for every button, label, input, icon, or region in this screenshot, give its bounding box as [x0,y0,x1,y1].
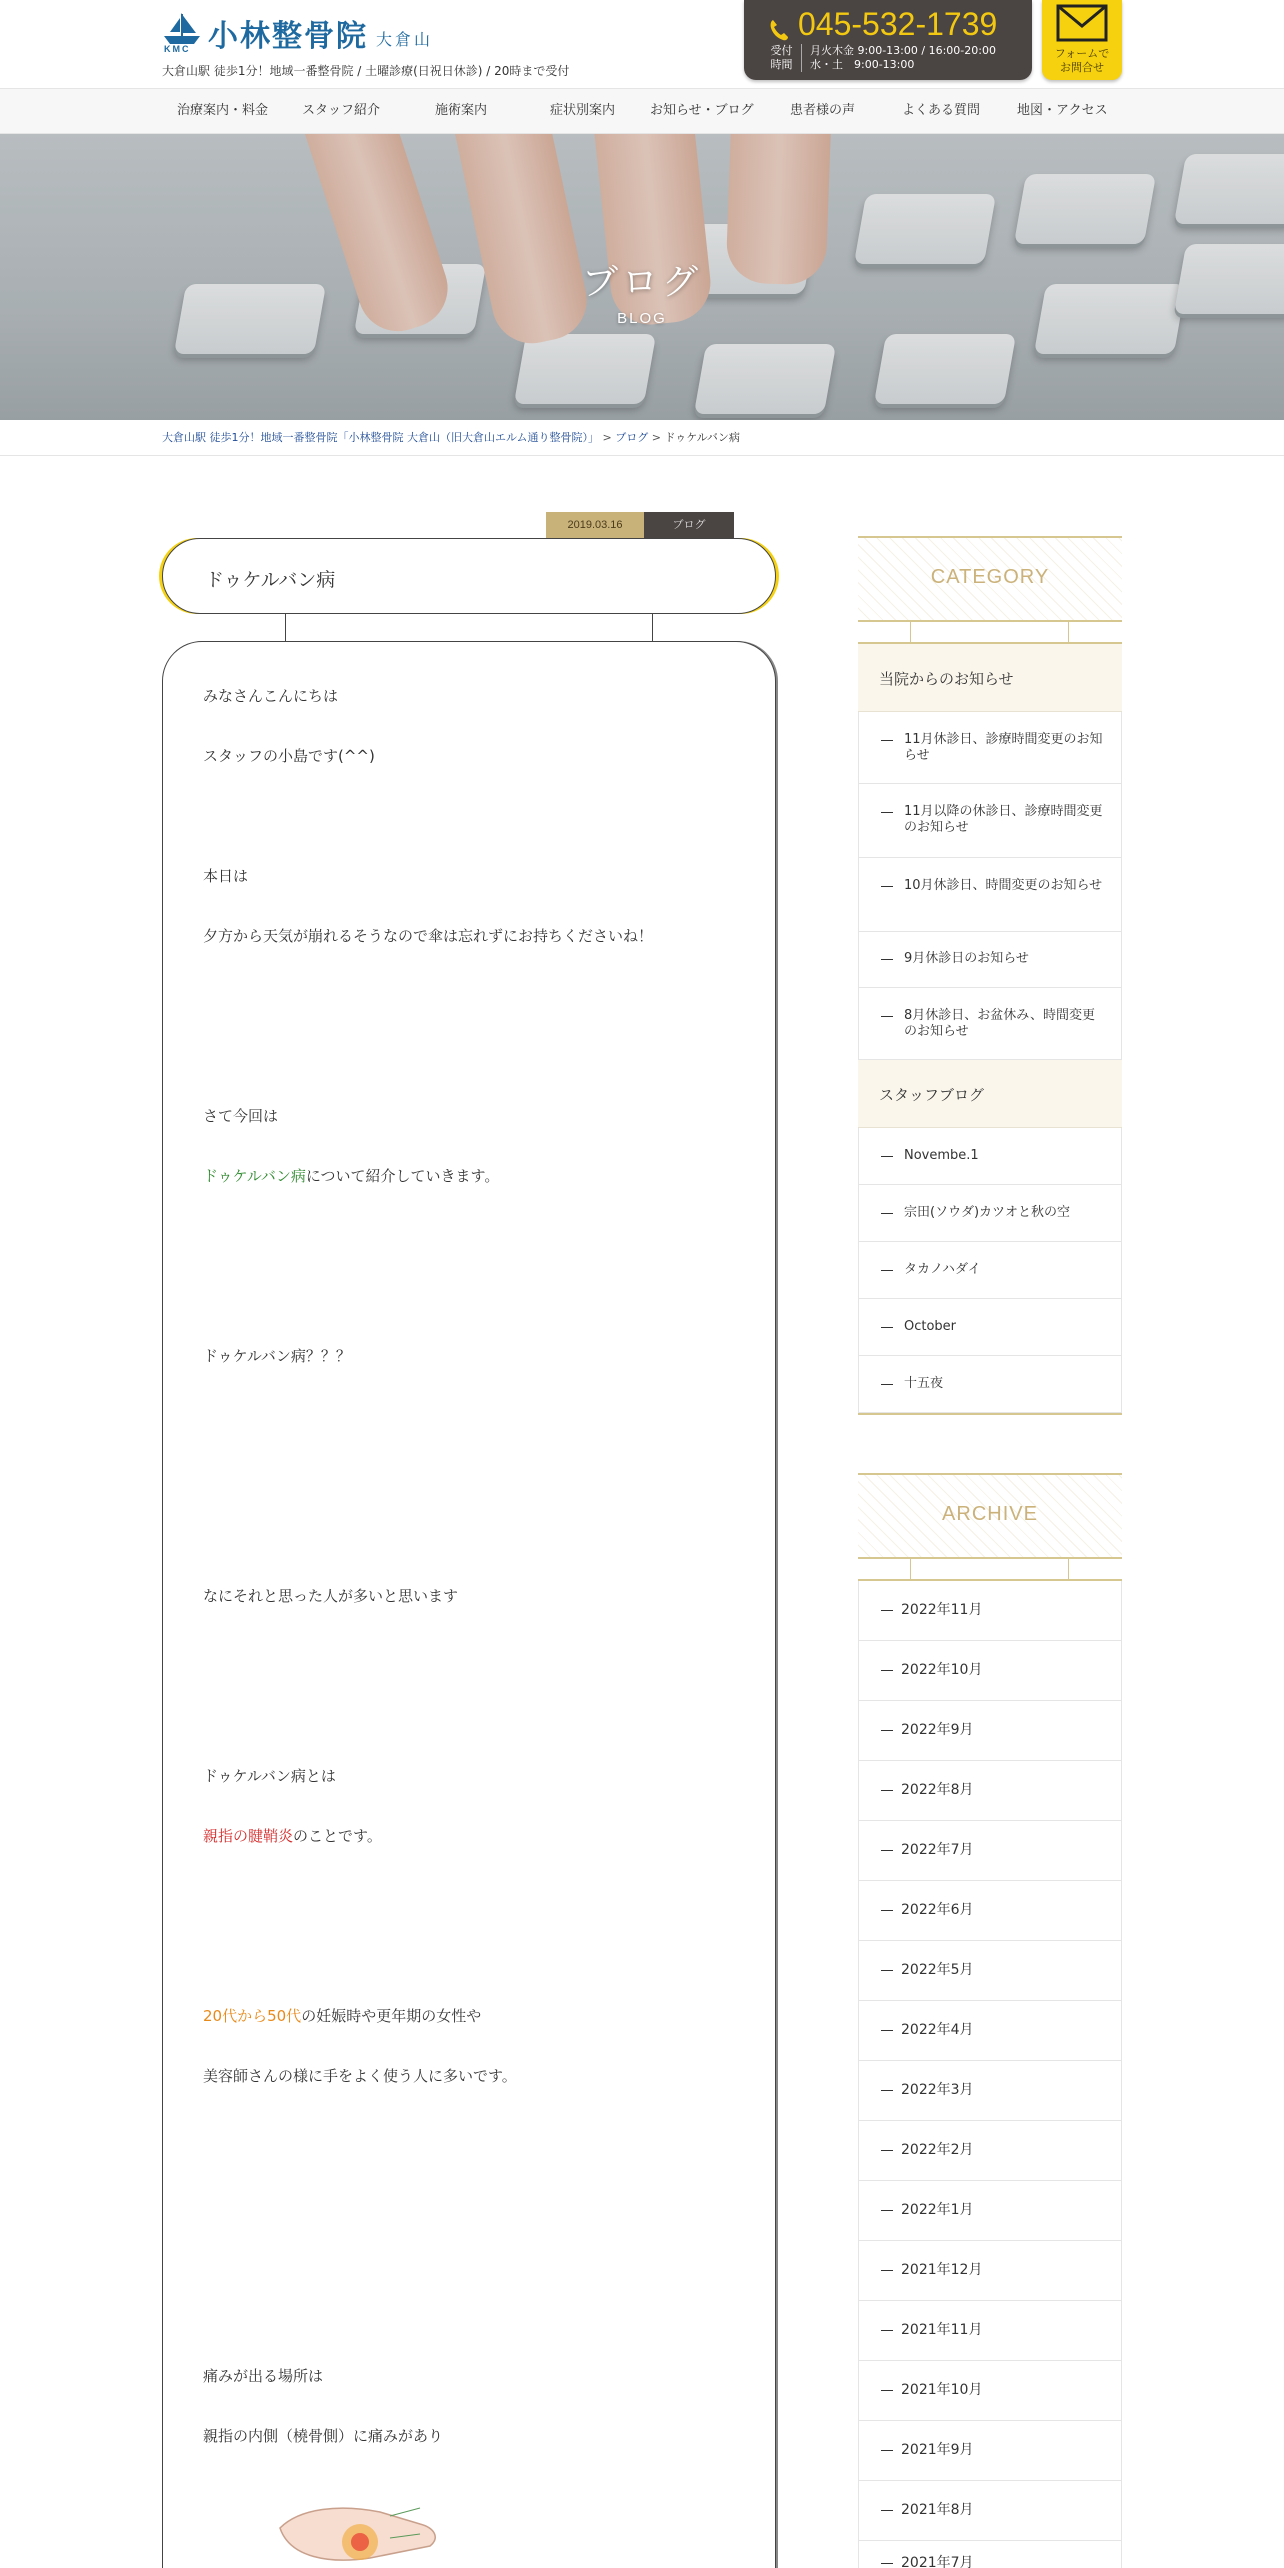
archive-link[interactable] [858,2301,1122,2361]
post-paragraph: 美容師さんの様に手をよく使う人に多いです。 [203,2067,517,2085]
dash-icon [881,886,893,887]
archive-link[interactable] [858,2421,1122,2481]
dash-icon [881,1670,893,1671]
nav-item-faq[interactable]: よくある質問 [902,103,981,118]
archive-link[interactable] [858,1581,1122,1641]
archive-link[interactable] [858,1881,1122,1941]
category-post-link[interactable] [858,858,1122,932]
post-link-text: 11月休診日、診療時間変更のお知らせ [904,732,1103,763]
paragraph-text: のことです。 [293,1827,382,1845]
category-post-link[interactable] [858,1356,1122,1413]
paragraph-text: について紹介していきます。 [305,1167,500,1185]
post-paragraph: 親指の内側（橈骨側）に痛みがあり [203,2427,444,2445]
logo-mark-text: KMC [164,44,191,54]
dash-icon [881,2030,893,2031]
breadcrumb-blog[interactable]: ブログ [615,431,649,444]
category-post-link[interactable] [858,932,1122,988]
category-post-link[interactable] [858,988,1122,1060]
ship-logo-icon [162,12,204,56]
dash-icon [881,1910,893,1911]
logo-sub: 大倉山 [376,30,434,49]
dash-icon [881,1790,893,1791]
archive-heading-box [858,1473,1122,1559]
post-date: 2019.03.16 [546,512,644,538]
archive-link-text: 2022年7月 [901,1842,974,1858]
nav-item-procedures[interactable]: 施術案内 [435,103,488,118]
dash-icon [881,2510,893,2511]
dash-icon [881,2090,893,2091]
mail-icon [1056,29,1108,46]
post-paragraph: 本日は [203,867,249,885]
post-paragraph: 痛みが出る場所は [203,2367,324,2385]
dash-icon [881,2210,893,2211]
site-tagline: 大倉山駅 徒歩1分！地域一番整骨院 / 土曜診療(日祝日休診) / 20時まで受付 [162,64,570,78]
dash-icon [881,1850,893,1851]
category-heading-box [858,536,1122,622]
nav-item-treatment[interactable]: 治療案内・料金 [177,103,269,118]
hours-line-1: 月火木金 9:00-13:00 / 16:00-20:00 [810,44,996,57]
nav-item-staff[interactable]: スタッフ紹介 [302,103,381,118]
category-heading: CATEGORY [930,566,1050,588]
archive-link-text: 2021年12月 [901,2262,983,2278]
post-paragraph: ドゥケルバン病とは [203,1767,336,1785]
post-paragraph [203,1825,382,1846]
mail-line-1: フォームで [1054,47,1110,60]
hours-line-2: 水・土 9:00-13:00 [810,58,915,71]
archive-link-text: 2022年2月 [901,2142,974,2158]
main-nav [0,88,1284,134]
post-title-box [162,538,776,614]
category-bottom-border [858,1413,1122,1415]
archive-heading-tabs [858,1559,1122,1581]
category-group[interactable] [858,644,1122,712]
breadcrumb [0,420,1284,456]
archive-link[interactable] [858,1821,1122,1881]
archive-link[interactable] [858,1941,1122,2001]
archive-link-text: 2021年10月 [901,2382,983,2398]
dash-icon [881,2330,893,2331]
nav-item-news-blog[interactable]: お知らせ・ブログ [650,103,754,118]
post-paragraph [203,2005,481,2026]
reception-hours [768,44,996,72]
contact-form-button[interactable] [1042,0,1122,80]
phone-number-text: 045-532-1739 [798,6,998,42]
paragraph-text: の妊娠時や更年期の女性や [301,2007,482,2025]
archive-link-text: 2021年9月 [901,2442,974,2458]
phone-icon [768,13,790,37]
archive-link[interactable] [858,2121,1122,2181]
archive-link[interactable] [858,2061,1122,2121]
post-link-text: 十五夜 [904,1376,944,1391]
archive-link[interactable] [858,2541,1122,2568]
archive-link-text: 2021年7月 [901,2555,974,2568]
site-logo[interactable] [162,12,433,56]
category-post-link[interactable] [858,784,1122,858]
archive-link-text: 2022年5月 [901,1962,974,1978]
archive-link-text: 2022年4月 [901,2022,974,2038]
archive-link[interactable] [858,2241,1122,2301]
archive-link[interactable] [858,2001,1122,2061]
dash-icon [881,2390,893,2391]
post-link-text: 宗田(ソウダ)カツオと秋の空 [904,1205,1071,1220]
category-post-link[interactable] [858,1128,1122,1185]
site-header [0,0,1284,88]
dash-icon [881,1156,893,1157]
dash-icon [881,1213,893,1214]
nav-item-symptoms[interactable]: 症状別案内 [550,103,616,118]
breadcrumb-separator: > [599,431,616,444]
archive-link-text: 2022年6月 [901,1902,974,1918]
archive-link-text: 2022年1月 [901,2202,974,2218]
breadcrumb-home[interactable]: 大倉山駅 徒歩1分！地域一番整骨院「小林整骨院 大倉山（旧大倉山エルム通り整骨院）」 [162,431,600,444]
archive-link[interactable] [858,1701,1122,1761]
dash-icon [881,1384,893,1385]
dash-icon [881,812,893,813]
hero-subtitle: BLOG [617,310,667,327]
post-link-text: 9月休診日のお知らせ [904,951,1029,966]
category-heading-tabs [858,622,1122,644]
post-paragraph: さて今回は [203,1107,279,1125]
post-paragraph: ドゥケルバン病？？？ [203,1347,351,1365]
hero-banner [0,134,1284,420]
archive-link[interactable] [858,1761,1122,1821]
nav-item-access[interactable]: 地図・アクセス [1017,103,1108,118]
archive-link-text: 2021年11月 [901,2322,983,2338]
post-link-text: 10月休診日、時間変更のお知らせ [904,878,1103,893]
category-group-name: スタッフブログ [879,1086,985,1104]
dash-icon [881,1270,893,1271]
logo-name: 小林整骨院 [208,19,368,54]
dash-icon [881,1016,893,1017]
archive-link-text: 2021年8月 [901,2502,974,2518]
highlight-text: 親指の腱鞘炎 [203,1827,294,1845]
post-link-text: 11月以降の休診日、診療時間変更のお知らせ [904,804,1103,835]
hand-illustration [270,2498,450,2568]
dash-icon [881,740,893,741]
post-paragraph: みなさんこんにちは [203,687,339,705]
hours-label-2: 時間 [770,58,793,71]
category-post-link[interactable] [858,1299,1122,1356]
dash-icon [881,1970,893,1971]
dash-icon [881,2450,893,2451]
dash-icon [881,1610,893,1611]
highlight-text: ドゥケルバン病 [203,1167,306,1185]
dash-icon [881,2270,893,2271]
dash-icon [881,959,893,960]
archive-link-text: 2022年9月 [901,1722,974,1738]
breadcrumb-separator: > [648,431,665,444]
dash-icon [881,2150,893,2151]
post-link-text: 8月休診日、お盆休み、時間変更のお知らせ [904,1008,1096,1039]
archive-link-text: 2022年11月 [901,1602,983,1618]
post-paragraph [203,1165,499,1186]
category-post-link[interactable] [858,1242,1122,1299]
category-post-link[interactable] [858,1185,1122,1242]
dash-icon [881,1327,893,1328]
archive-link[interactable] [858,2481,1122,2541]
dash-icon [881,2563,893,2564]
hours-label-1: 受付 [770,44,793,57]
post-link-text: Novembe.1 [904,1148,979,1163]
archive-link[interactable] [858,2361,1122,2421]
archive-link-text: 2022年10月 [901,1662,983,1678]
post-paragraph: なにそれと思った人が多いと思います [203,1587,459,1605]
hero-title: ブログ [581,262,702,303]
post-link-text: October [904,1319,957,1334]
post-title: ドゥケルバン病 [205,569,336,591]
highlight-text: 20代から50代 [203,2007,302,2025]
archive-link[interactable] [858,1641,1122,1701]
phone-box[interactable] [744,0,1032,80]
archive-link[interactable] [858,2181,1122,2241]
post-paragraph: 夕方から天気が崩れるそうなので傘は忘れずにお持ちくださいね！ [203,927,654,945]
title-connector [285,614,653,642]
dash-icon [881,1730,893,1731]
archive-link-text: 2022年3月 [901,2082,974,2098]
category-group[interactable] [858,1060,1122,1128]
nav-item-testimonials[interactable]: 患者様の声 [790,103,856,118]
post-link-text: タカノハダイ [904,1262,981,1277]
post-paragraph: スタッフの小島です(^^) [203,747,375,765]
phone-number[interactable] [768,6,997,43]
mail-line-2: お問合せ [1060,61,1104,74]
archive-heading: ARCHIVE [942,1503,1038,1525]
category-post-link[interactable] [858,712,1122,784]
post-category[interactable]: ブログ [644,512,734,538]
breadcrumb-current: ドゥケルバン病 [664,431,740,444]
category-group-name: 当院からのお知らせ [879,670,1014,688]
archive-link-text: 2022年8月 [901,1782,974,1798]
